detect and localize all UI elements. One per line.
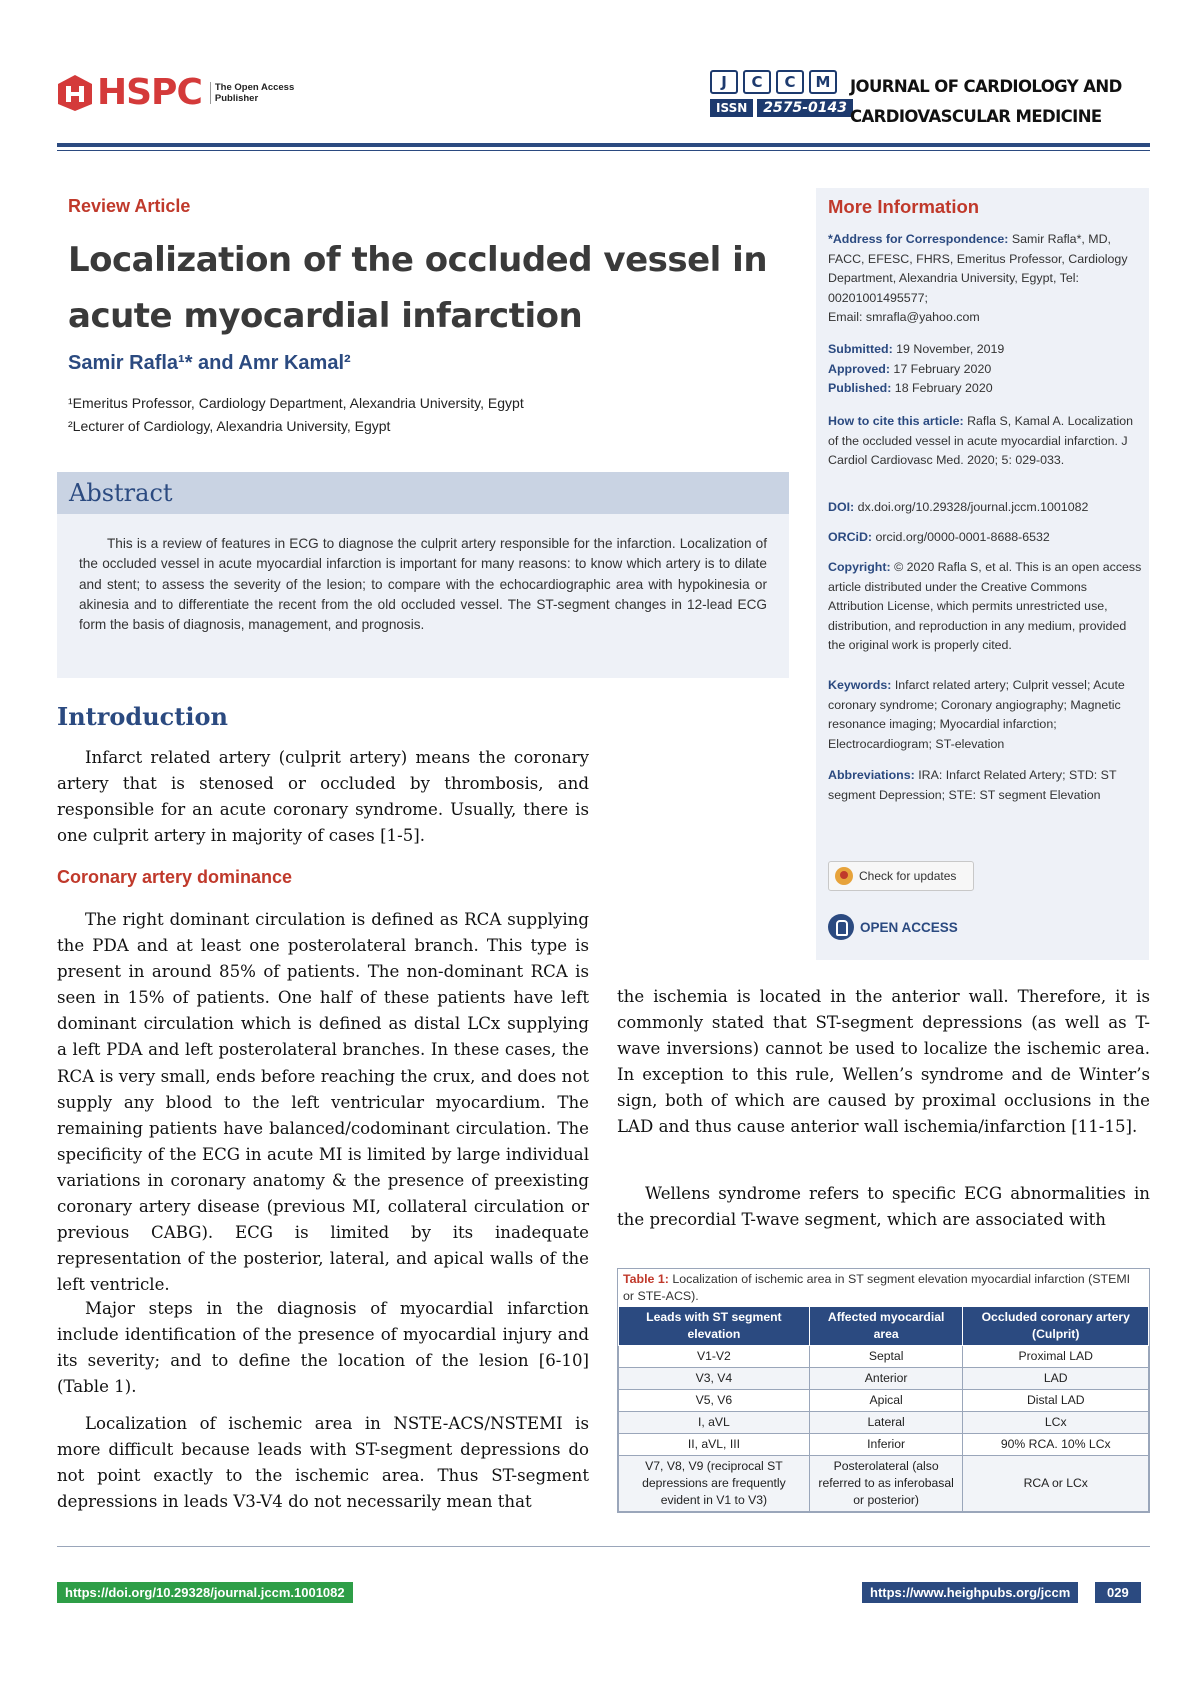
article-type: Review Article (68, 196, 191, 216)
table-header-area: Affected myocardial area (809, 1307, 963, 1346)
open-access-badge[interactable] (828, 914, 958, 940)
dates-block (828, 340, 1143, 399)
citation-text: Rafla S, Kamal A. Localization of the occluded vessel in acute myocardial infarction. J Cardiol Cardiovasc Med. 2020; 5: 029-033. (828, 414, 1134, 468)
correspondence-block (828, 230, 1143, 328)
table-cell: II, aVL, III (619, 1434, 810, 1456)
submitted-date: 19 November, 2019 (896, 342, 1005, 356)
table-cell: Lateral (809, 1412, 963, 1434)
approved-label: Approved: (828, 361, 890, 376)
table-cell: I, aVL (619, 1412, 810, 1434)
abstract-heading-bar (57, 472, 789, 514)
published-date: 18 February 2020 (894, 381, 993, 396)
abstract-text: This is a review of features in ECG to diagnose the culprit artery responsible for the infarction. Localization of the occluded vessel in acute myocardial infarction is important for many reasons: to know which artery is to dilate and stent; to assess the severity of the lesion; to compare with the echocardiographic area with hypokinesia or akinesia and to differentiate the recent from the old occluded vessel. The ST-segment changes in 12-lead ECG form the basis of diagnosis, management, and prognosis. (57, 514, 789, 678)
correspondence-label: *Address for Correspondence: (828, 232, 1009, 246)
copyright-label: Copyright: (828, 560, 891, 574)
table-cell: 90% RCA. 10% LCx (963, 1434, 1149, 1456)
keywords-block (828, 676, 1143, 754)
open-access-lock-icon (828, 914, 854, 940)
correspondence-text: Samir Rafla*, MD, FACC, EFESC, FHRS, Emeritus Professor, Cardiology Department, Alexandria University, Egypt, Tel: 00201001495577; (828, 232, 1128, 305)
article-title: Localization of the occluded vessel in acute myocardial infarction (68, 240, 768, 336)
check-for-updates-label: Check for updates (859, 869, 957, 883)
table-cell: LCx (963, 1412, 1149, 1434)
journal-badge (710, 70, 853, 117)
table-cell: Distal LAD (963, 1390, 1149, 1412)
journal-letter: C (776, 70, 804, 94)
table-cell: Proximal LAD (963, 1346, 1149, 1368)
orcid-link[interactable]: orcid.org/0000-0001-8688-6532 (875, 530, 1050, 544)
published-label: Published: (828, 381, 892, 396)
affiliation-1: ¹Emeritus Professor, Cardiology Department, Alexandria University, Egypt (68, 395, 524, 411)
intro-paragraph-1: Infarct related artery (culprit artery) means the coronary artery that is stenosed or occluded by thrombosis, and responsible for an acute coronary syndrome. Usually, there is one culprit artery in majority of cases [1-5]. (57, 748, 589, 846)
table-header-artery: Occluded coronary artery (Culprit) (963, 1307, 1149, 1346)
table-cell: Anterior (809, 1368, 963, 1390)
footer-site-link[interactable]: https://www.heighpubs.org/jccm (862, 1582, 1078, 1603)
table-cell: Posterolateral (also referred to as inferobasal or posterior) (809, 1456, 963, 1512)
intro-paragraph-3: Major steps in the diagnosis of myocardial infarction include identification of the presence of myocardial injury and its severity; and to define the location of the lesion [6-10] (Table 1). (57, 1299, 589, 1397)
footer-rule (57, 1546, 1150, 1547)
table-cell: Apical (809, 1390, 963, 1412)
check-for-updates-button[interactable] (828, 861, 974, 891)
table-caption (618, 1269, 1149, 1306)
journal-letter: C (743, 70, 771, 94)
more-information-panel (816, 188, 1149, 960)
table-row (619, 1412, 1149, 1434)
localization-table (618, 1306, 1149, 1512)
doi-label: DOI: (828, 500, 855, 514)
table-row (619, 1368, 1149, 1390)
correspondence-email[interactable]: Email: smrafla@yahoo.com (828, 310, 980, 325)
copyright-block (828, 558, 1143, 656)
table-cell: V7, V8, V9 (reciprocal ST depressions are frequently evident in V1 to V3) (619, 1456, 810, 1512)
abstract-heading: Abstract (69, 479, 173, 507)
journal-title (850, 72, 1122, 132)
intro-paragraph-4: Localization of ischemic area in NSTE-ACS/NSTEMI is more difficult because leads with ST-segment depressions do not point exactly to the ischemic area. Thus ST-segment depressions in leads V3-V4 do not necessarily mean that (57, 1414, 589, 1512)
authors[interactable]: Samir Rafla¹* and Amr Kamal² (68, 352, 351, 374)
header-rule (57, 143, 1150, 147)
table-cell: V5, V6 (619, 1390, 810, 1412)
affiliation-2: ²Lecturer of Cardiology, Alexandria University, Egypt (68, 418, 391, 434)
table-label: Table 1: (623, 1272, 669, 1286)
table-1 (617, 1268, 1150, 1513)
table-cell: Septal (809, 1346, 963, 1368)
orcid-block (828, 528, 1143, 548)
intro-paragraph-6: Wellens syndrome refers to specific ECG abnormalities in the precordial T-wave segment, which are associated with (617, 1184, 1150, 1230)
table-row (619, 1456, 1149, 1512)
doi-link[interactable]: dx.doi.org/10.29328/journal.jccm.1001082 (857, 500, 1089, 514)
introduction-heading: Introduction (57, 702, 228, 731)
keywords-label: Keywords: (828, 678, 892, 692)
table-caption-text: Localization of ischemic area in ST segment elevation myocardial infarction (STEMI or STE-ACS). (623, 1272, 1131, 1303)
approved-date: 17 February 2020 (893, 361, 992, 376)
citation-block (828, 412, 1143, 471)
doi-block (828, 498, 1143, 518)
orcid-label: ORCiD: (828, 530, 873, 544)
sidebar-title: More Information (828, 196, 980, 217)
publisher-logo[interactable] (57, 74, 300, 112)
footer-doi-link[interactable]: https://doi.org/10.29328/journal.jccm.1001082 (57, 1582, 353, 1603)
dominance-subheading: Coronary artery dominance (57, 867, 293, 887)
citation-label: How to cite this article: (828, 414, 964, 428)
issn-label: ISSN (710, 99, 753, 117)
table-cell: V3, V4 (619, 1368, 810, 1390)
intro-paragraph-5: the ischemia is located in the anterior wall. Therefore, it is commonly stated that ST-segment depressions (as well as T-wave inversions) cannot be used to localize the ischemic area. In exception to this rule, Wellen’s syndrome and de Winter’s sign, both of which are caused by proximal occlusions in the LAD and thus cause anterior wall ischemia/infarction [11-15]. (617, 987, 1150, 1137)
table-row (619, 1346, 1149, 1368)
table-cell: RCA or LCx (963, 1456, 1149, 1512)
crossmark-icon (835, 867, 853, 885)
intro-paragraph-2: The right dominant circulation is defined as RCA supplying the PDA and at least one posterolateral branch. This type is present in around 85% of patients. The non-dominant RCA is seen in 15% of patients. One half of these patients have left dominant circulation which is defined as distal LCx supplying a left PDA and left posterolateral branches. In these cases, the RCA is very small, ends before reaching the crux, and does not supply any blood to the left ventricular myocardium. The remaining patients have balanced/codominant circulation. The specificity of the ECG in acute MI is limited by large individual variations in coronary anatomy & the presence of preexisting coronary artery disease (previous MI, collateral circulation or previous CABG). ECG is limited by its inadequate representation of the posterior, lateral, and apical walls of the left ventricle. (57, 910, 589, 1295)
table-cell: V1-V2 (619, 1346, 810, 1368)
header-rule-thin (57, 150, 1150, 151)
journal-title-line: CARDIOVASCULAR MEDICINE (850, 107, 1102, 126)
abbreviations-label: Abbreviations: (828, 768, 915, 782)
hspc-logo-icon (57, 74, 93, 112)
table-header-row (619, 1307, 1149, 1346)
table-cell: LAD (963, 1368, 1149, 1390)
copyright-text: © 2020 Rafla S, et al. This is an open access article distributed under the Creative Commons Attribution License, which permits unrestricted use, distribution, and reproduction in any medium, provided the original work is properly cited. (828, 560, 1142, 653)
open-access-label: OPEN ACCESS (860, 919, 958, 935)
submitted-label: Submitted: (828, 342, 893, 356)
table-row (619, 1434, 1149, 1456)
abbreviations-block (828, 766, 1143, 805)
publisher-tagline: The Open Access Publisher (210, 82, 300, 104)
issn-number: 2575-0143 (757, 99, 853, 117)
table-cell: Inferior (809, 1434, 963, 1456)
journal-title-line: JOURNAL OF CARDIOLOGY AND (850, 77, 1122, 96)
journal-letter: J (710, 70, 738, 94)
keywords-text: Infarct related artery; Culprit vessel; Acute coronary syndrome; Coronary angiography; Magnetic resonance imaging; Myocardial infarction; Electrocardiogram; ST-elevation (828, 678, 1125, 751)
table-row (619, 1390, 1149, 1412)
journal-letter: M (809, 70, 837, 94)
page-number: 029 (1095, 1582, 1141, 1603)
abbreviations-text: IRA: Infarct Related Artery; STD: ST segment Depression; STE: ST segment Elevation (828, 768, 1117, 802)
publisher-name: HSPC (97, 72, 202, 113)
table-header-leads: Leads with ST segment elevation (619, 1307, 810, 1346)
